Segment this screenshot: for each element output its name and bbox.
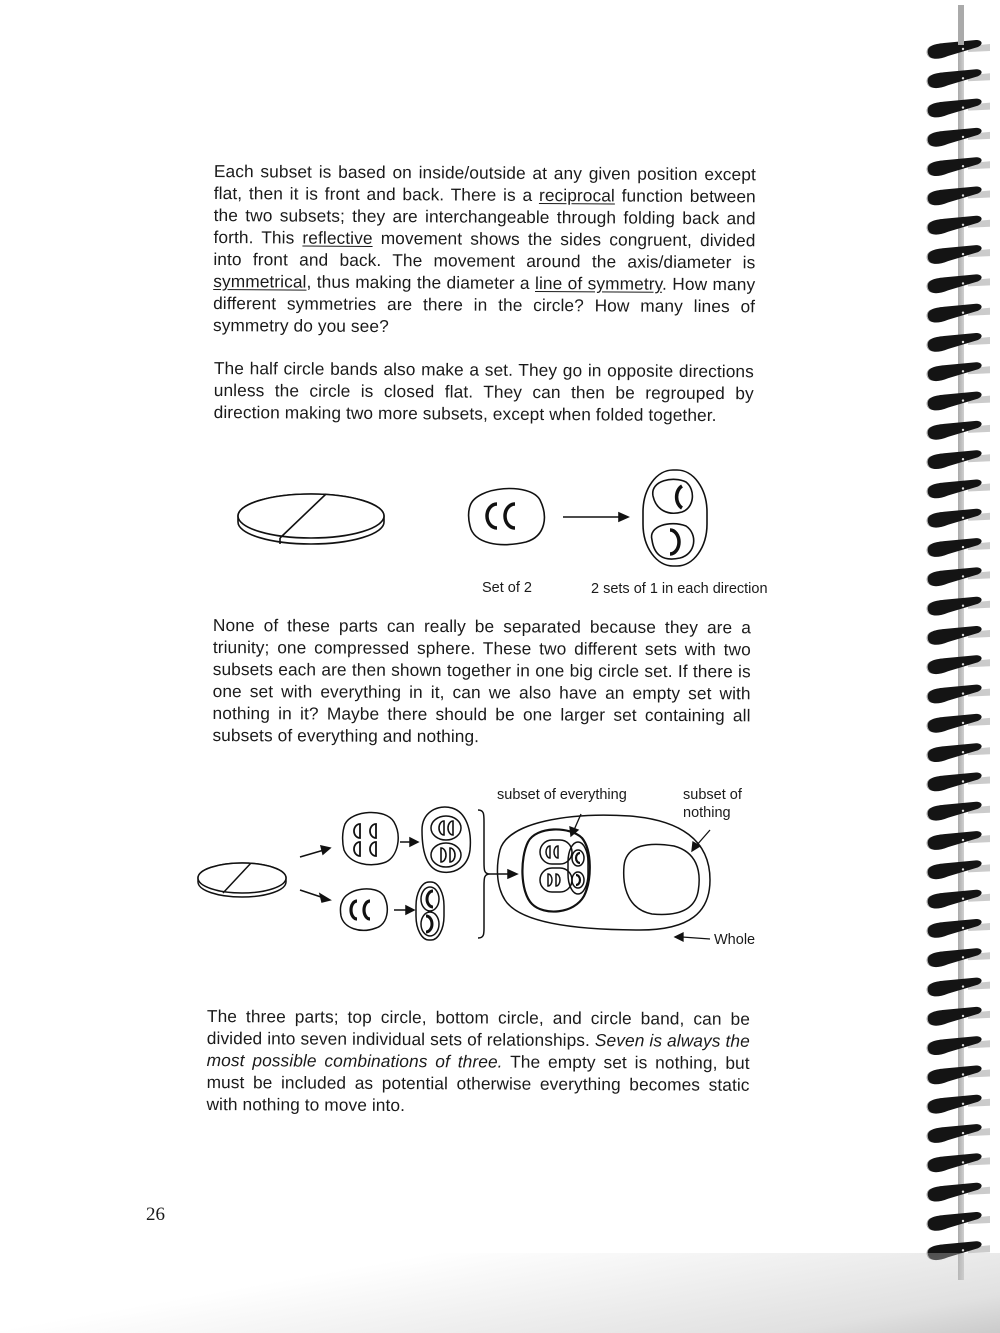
spiral-ring-icon xyxy=(927,421,990,440)
spiral-ring-icon xyxy=(927,714,990,733)
term-reflective: reflective xyxy=(302,227,373,248)
label-subset-of-nothing-line2: nothing xyxy=(683,805,731,821)
spiral-ring-icon xyxy=(927,626,990,645)
whole-set-icon xyxy=(497,815,710,930)
spiral-ring-icon xyxy=(927,860,990,879)
pointer-arrows xyxy=(570,814,710,941)
paragraph-seven-combinations: The three parts; top circle, bottom circle, and circle band, can be divided into seven individual sets of relationships. Seven is always the most possible combinations of three. The empty set is nothing, but must be included as potential otherwise everything becomes static with nothing to move into. xyxy=(206,1006,750,1116)
spiral-ring-icon xyxy=(927,157,990,176)
spiral-ring-icon xyxy=(927,128,990,147)
spiral-ring-icon xyxy=(927,509,990,528)
spiral-ring-icon xyxy=(927,304,990,323)
spiral-ring-icon xyxy=(927,802,990,821)
caption-set-of-two: Set of 2 xyxy=(482,580,532,596)
spiral-ring-icon xyxy=(927,245,990,264)
spiral-ring-icon xyxy=(927,1095,990,1114)
figure-set-of-two xyxy=(230,470,730,570)
term-symmetrical: symmetrical xyxy=(213,270,307,292)
paragraph-triunity: None of these parts can really be separated because they are a triunity; one compressed sphere. These two different sets with two subsets each are then shown together in one big circle set. If there is one set with everything in it, can we also have an empty set with nothing in it? Maybe there should be one larger set containing all subsets of everything and nothing. xyxy=(212,615,751,747)
spiral-ring-icon xyxy=(927,392,990,411)
label-subset-of-everything: subset of everything xyxy=(497,787,627,803)
spiral-ring-icon xyxy=(927,333,990,352)
set-of-two-bands-icon xyxy=(469,489,545,545)
term-reciprocal: reciprocal xyxy=(538,184,615,206)
page-bottom-shadow xyxy=(0,1253,1000,1333)
spiral-ring-icon xyxy=(927,216,990,235)
paragraph-subsets-symmetry: Each subset is based on inside/outside at any given position except flat, then it is front and back. There is a reciprocal function between the two subsets; they are interchangeable through folding back and forth. This reflective movement shows the sides congruent, divided into front and back. The movement around the axis/diameter is symmetrical, thus making the diameter a line of symmetry. How many different symmetries are there in the circle? How many lines of symmetry do you see? xyxy=(212,160,756,337)
label-whole: Whole xyxy=(714,932,756,948)
spiral-ring-icon xyxy=(927,1212,990,1231)
two-sets-of-halves-icon xyxy=(422,807,470,872)
spiral-ring-icon xyxy=(927,538,990,557)
split-disc-icon xyxy=(238,494,384,544)
spiral-ring-icon xyxy=(927,978,990,997)
spiral-ring-icon xyxy=(927,187,990,206)
spiral-ring-icon xyxy=(927,480,990,499)
split-disc-icon xyxy=(198,863,286,897)
empty-set-circle xyxy=(624,844,699,914)
figure-whole-set xyxy=(190,800,750,950)
spiral-ring-icon xyxy=(927,919,990,938)
caption-two-sets-of-one: 2 sets of 1 in each direction xyxy=(591,581,768,597)
spiral-ring-icon xyxy=(927,948,990,967)
spiral-ring-icon xyxy=(927,1066,990,1085)
paragraph-half-circle-bands: The half circle bands also make a set. They go in opposite directions unless the circle is closed flat. They can then be regrouped by direction making two more subsets, except when folded together. xyxy=(213,357,754,426)
spiral-ring-icon xyxy=(927,1183,990,1202)
spiral-ring-icon xyxy=(927,655,990,674)
spiral-ring-icon xyxy=(927,685,990,704)
page-number: 26 xyxy=(146,1204,165,1225)
spiral-ring-icon xyxy=(927,1124,990,1143)
spiral-ring-icon xyxy=(927,597,990,616)
spiral-ring-icon xyxy=(927,99,990,118)
set-of-four-halves-icon xyxy=(343,812,399,864)
spiral-ring-icon xyxy=(927,1036,990,1055)
spiral-ring-icon xyxy=(927,450,990,469)
two-sets-of-bands-icon xyxy=(416,882,444,940)
spiral-ring-icon xyxy=(927,274,990,293)
term-line-of-symmetry: line of symmetry xyxy=(534,272,663,294)
arrow-icons xyxy=(300,838,418,914)
arrow-right-icon xyxy=(563,513,628,521)
set-of-two-bands-icon xyxy=(340,889,387,930)
spiral-ring-icon xyxy=(927,1153,990,1172)
spiral-binding xyxy=(920,0,1000,1300)
spiral-ring-icon xyxy=(927,362,990,381)
spiral-ring-icon xyxy=(927,890,990,909)
spiral-ring-icon xyxy=(927,1007,990,1026)
emphasis-seven-combinations: Seven is always the most possible combinations of three. xyxy=(206,1030,750,1072)
spiral-ring-icon xyxy=(927,831,990,850)
label-subset-of-nothing-line1: subset of xyxy=(683,787,742,803)
spiral-ring-icon xyxy=(927,567,990,586)
two-sets-of-one-icon xyxy=(643,470,707,566)
spiral-ring-icon xyxy=(927,773,990,792)
spiral-ring-icon xyxy=(927,743,990,762)
spiral-ring-icon xyxy=(927,69,990,88)
